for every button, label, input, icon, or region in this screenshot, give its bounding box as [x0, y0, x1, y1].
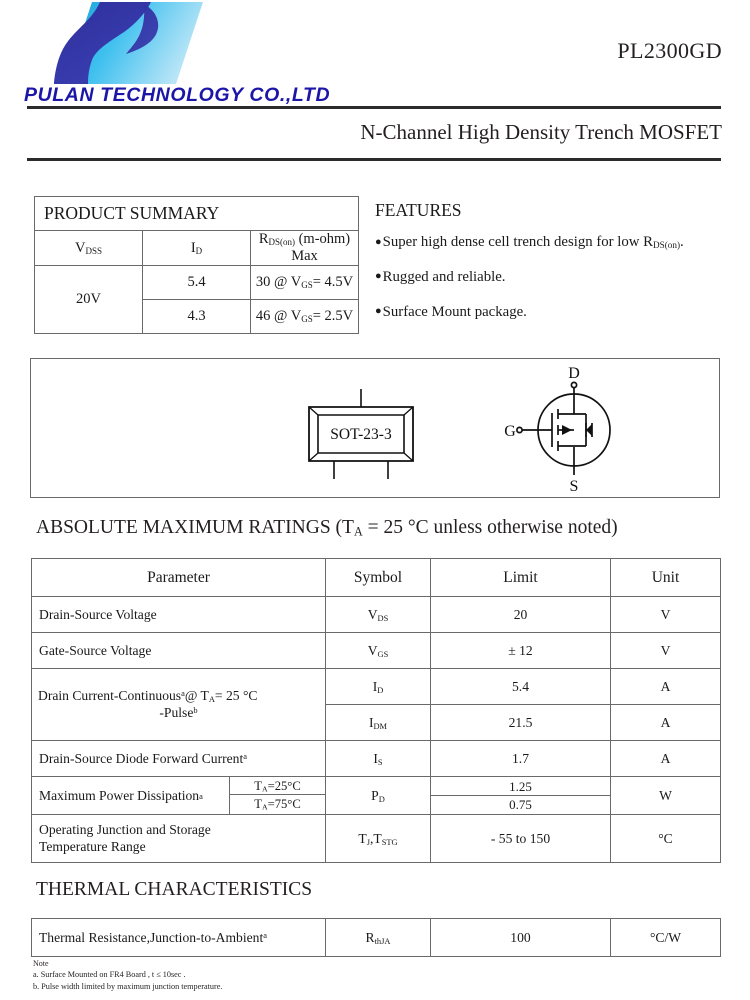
col-header-rdson: $R_{DS(on)}$ (m-ohm) Max [251, 231, 359, 266]
cell-parameter-diode-forward-current: Drain-Source Diode Forward Current$^a$ [32, 741, 326, 777]
cell-vdss-value: 20V [35, 266, 143, 334]
col-header-parameter: Parameter [32, 559, 326, 597]
cell-limit-pd-25: 1.25 [431, 778, 610, 796]
product-summary-table [34, 196, 359, 334]
page-header [0, 0, 750, 144]
notes-title: Note [33, 959, 49, 968]
cell-rdson-value-1: 46 @ $V_{GS}= 2.5V$ [251, 300, 359, 334]
package-and-symbol-diagram [30, 358, 720, 498]
cell-unit-vds: V [611, 597, 721, 633]
cell-unit-temperature: °C [611, 815, 721, 863]
cell-limit-pd-75: 0.75 [509, 796, 532, 812]
cell-symbol-rthja: $R_{thJA}$ [326, 919, 431, 957]
table-row [32, 669, 721, 705]
pin-label-drain: D [568, 365, 580, 382]
cell-symbol-idm: $I_{DM}$ [326, 705, 431, 741]
cell-unit-is: A [611, 741, 721, 777]
pulan-logo [48, 2, 203, 90]
list-item: ●Super high dense cell trench design for low $R_{DS(on)}$. [375, 234, 684, 251]
mosfet-symbol-icon [486, 363, 636, 497]
cell-symbol-vds: $V_{DS}$ [326, 597, 431, 633]
table-row [35, 197, 359, 231]
note-line: b. Pulse width limited by maximum junction temperature. [33, 982, 223, 991]
table-row [32, 597, 721, 633]
header-rule-top [27, 106, 721, 109]
cell-parameter-thermal-resistance: Thermal Resistance,Junction-to-Ambient$^a$ [32, 919, 326, 957]
thermal-characteristics-table [31, 918, 721, 957]
table-row [32, 815, 721, 863]
cell-condition-ta-75: $T_A=75^\circ C$ [254, 797, 301, 812]
features-section [375, 200, 725, 338]
cell-unit-id: A [611, 669, 721, 705]
header-rule-bottom [27, 158, 721, 161]
cell-unit-pd: W [611, 777, 721, 815]
sot-23-3-package-icon [296, 381, 426, 486]
thermal-characteristics-heading: THERMAL CHARACTERISTICS [36, 879, 313, 900]
cell-condition-ta-25: $T_A=25^\circ C$ [230, 777, 325, 795]
features-title: FEATURES [375, 200, 462, 220]
pin-label-gate: G [504, 423, 516, 440]
note-line: a. Surface Mounted on FR4 Board , t ≤ 10sec . [33, 970, 186, 980]
cell-limit-vds: 20 [431, 597, 611, 633]
list-item: ●Rugged and reliable. [375, 268, 506, 285]
cell-id-value-0: 5.4 [143, 266, 251, 300]
bullet-icon: ● [375, 235, 382, 248]
cell-parameter-gate-source-voltage: Gate-Source Voltage [32, 633, 326, 669]
logo-icon [48, 2, 203, 90]
table-row [32, 777, 721, 815]
absolute-maximum-ratings-table [31, 558, 721, 863]
cell-rdson-value-0: 30 @ $V_{GS}= 4.5V$ [251, 266, 359, 300]
col-header-unit: Unit [611, 559, 721, 597]
bullet-icon: ● [375, 270, 382, 283]
list-item: ●Surface Mount package. [375, 303, 527, 320]
cell-parameter-drain-current: Drain Current-Continuous$^a$@ $T_A= 25$ °C -Pulse$^b$ [32, 669, 326, 741]
col-header-vdss: $V_{DSS}$ [35, 231, 143, 266]
cell-limit-is: 1.7 [431, 741, 611, 777]
cell-unit-idm: A [611, 705, 721, 741]
col-header-symbol: Symbol [326, 559, 431, 597]
cell-unit-vgs: V [611, 633, 721, 669]
col-header-id: $I_D$ [143, 231, 251, 266]
cell-parameter-temperature-range: Operating Junction and Storage Temperature Range [32, 815, 326, 863]
bullet-icon: ● [375, 305, 382, 317]
cell-limit-temperature: - 55 to 150 [431, 815, 611, 863]
notes-section [33, 958, 222, 993]
page-subtitle: N-Channel High Density Trench MOSFET [360, 120, 722, 144]
cell-unit-rthja: °C/W [611, 919, 721, 957]
col-header-limit: Limit [431, 559, 611, 597]
cell-parameter-drain-source-voltage: Drain-Source Voltage [32, 597, 326, 633]
table-row [35, 231, 359, 266]
cell-limit-id: 5.4 [431, 669, 611, 705]
pin-label-source: S [569, 478, 579, 495]
cell-limit-idm: 21.5 [431, 705, 611, 741]
table-row [32, 741, 721, 777]
cell-id-value-1: 4.3 [143, 300, 251, 334]
product-summary-title: PRODUCT SUMMARY [35, 197, 359, 231]
cell-symbol-tj-tstg: $T_J,T_{STG}$ [326, 815, 431, 863]
table-header-row [32, 559, 721, 597]
cell-symbol-id: $I_D$ [326, 669, 431, 705]
cell-limit-rthja: 100 [431, 919, 611, 957]
cell-symbol-pd: $P_D$ [326, 777, 431, 815]
company-name: PULAN TECHNOLOGY CO.,LTD [24, 84, 331, 106]
table-row [35, 266, 359, 300]
cell-symbol-is: $I_S$ [326, 741, 431, 777]
cell-limit-pd [431, 777, 611, 815]
table-row [32, 919, 721, 957]
absolute-maximum-ratings-heading: ABSOLUTE MAXIMUM RATINGS ($T_A = 25$ °C unless otherwise noted) [36, 517, 618, 539]
table-row [32, 633, 721, 669]
cell-limit-vgs: ± 12 [431, 633, 611, 669]
cell-symbol-vgs: $V_{GS}$ [326, 633, 431, 669]
package-label: SOT-23-3 [330, 426, 392, 443]
cell-parameter-power-dissipation: Maximum Power Dissipation a $T_A=25^\circ C$ $T_A=75^\circ C$ [32, 777, 326, 815]
part-number: PL2300GD [617, 38, 722, 63]
